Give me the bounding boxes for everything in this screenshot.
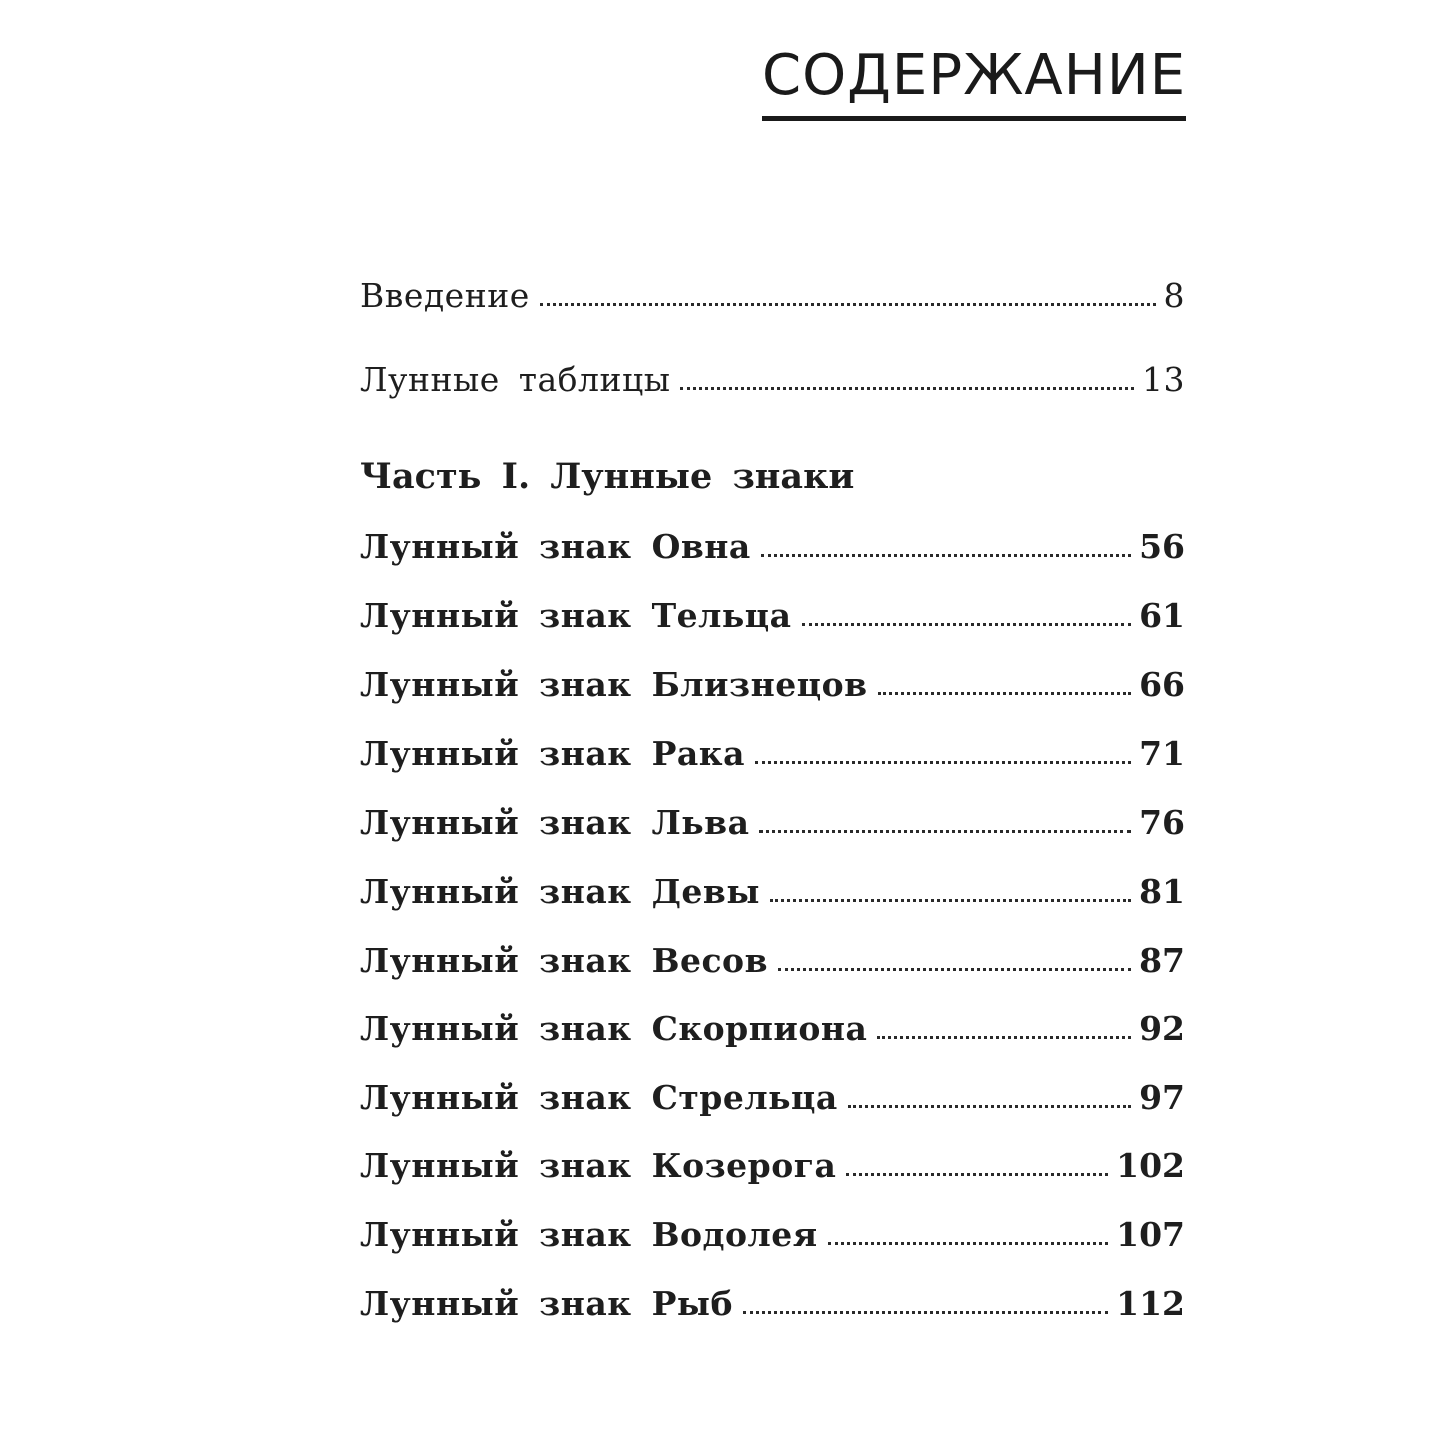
toc-entry[interactable] bbox=[360, 1284, 1185, 1324]
toc-entry-title: Лунный знак Козерога bbox=[360, 1146, 837, 1185]
toc-entry-page: 112 bbox=[1116, 1284, 1185, 1323]
dot-leader bbox=[778, 967, 1131, 971]
toc-entry[interactable] bbox=[360, 872, 1185, 912]
toc-entry-page: 97 bbox=[1139, 1078, 1185, 1117]
dot-leader bbox=[846, 1172, 1108, 1176]
toc-entry-title: Лунный знак Близнецов bbox=[360, 665, 868, 704]
toc-entry-title: Лунный знак Весов bbox=[360, 941, 768, 980]
toc-entry[interactable] bbox=[360, 665, 1185, 705]
toc-entry-page: 76 bbox=[1139, 803, 1185, 842]
toc-entry[interactable] bbox=[360, 734, 1185, 774]
toc-entry-page: 107 bbox=[1116, 1215, 1185, 1254]
toc-entry-introduction[interactable] bbox=[360, 276, 1185, 316]
toc-entry-title: Лунные таблицы bbox=[360, 360, 671, 399]
toc-entry[interactable] bbox=[360, 596, 1185, 636]
toc-entry-lunar-tables[interactable] bbox=[360, 360, 1185, 400]
toc-entry-page: 87 bbox=[1139, 941, 1185, 980]
toc-entry-page: 8 bbox=[1163, 276, 1185, 315]
toc-entry[interactable] bbox=[360, 1146, 1185, 1186]
toc-entry[interactable] bbox=[360, 1009, 1185, 1049]
dot-leader bbox=[802, 622, 1132, 626]
dot-leader bbox=[743, 1310, 1108, 1314]
toc-entry-title: Лунный знак Рыб bbox=[360, 1284, 733, 1323]
toc-entry-page: 56 bbox=[1139, 527, 1185, 566]
toc-entry[interactable] bbox=[360, 527, 1185, 567]
toc-entry-page: 71 bbox=[1139, 734, 1185, 773]
dot-leader bbox=[759, 829, 1131, 833]
dot-leader bbox=[828, 1241, 1108, 1245]
toc-entry[interactable] bbox=[360, 1078, 1185, 1118]
toc-entry[interactable] bbox=[360, 803, 1185, 843]
toc-entry-title: Введение bbox=[360, 276, 530, 315]
dot-leader bbox=[680, 386, 1134, 390]
toc-entry-page: 81 bbox=[1139, 872, 1185, 911]
toc-entry-title: Лунный знак Рака bbox=[360, 734, 745, 773]
dot-leader bbox=[878, 691, 1132, 695]
toc-entry-title: Лунный знак Водолея bbox=[360, 1215, 818, 1254]
toc-entry[interactable] bbox=[360, 1215, 1185, 1255]
toc-entry-title: Лунный знак Скорпиона bbox=[360, 1009, 868, 1048]
toc-entry-page: 102 bbox=[1116, 1146, 1185, 1185]
toc-entry-title: Лунный знак Тельца bbox=[360, 596, 792, 635]
dot-leader bbox=[770, 898, 1131, 902]
toc-entry[interactable] bbox=[360, 941, 1185, 981]
dot-leader bbox=[877, 1035, 1131, 1039]
dot-leader bbox=[540, 302, 1156, 306]
toc-entry-title: Лунный знак Льва bbox=[360, 803, 750, 842]
toc-entry-title: Лунный знак Стрельца bbox=[360, 1078, 838, 1117]
toc-entry-page: 92 bbox=[1139, 1009, 1185, 1048]
toc-entry-title: Лунный знак Девы bbox=[360, 872, 760, 911]
dot-leader bbox=[755, 760, 1131, 764]
toc-entry-title: Лунный знак Овна bbox=[360, 527, 751, 566]
dot-leader bbox=[761, 553, 1131, 557]
title-underline bbox=[762, 116, 1186, 121]
page-title: СОДЕРЖАНИЕ bbox=[762, 43, 1187, 108]
part-heading: Часть I. Лунные знаки bbox=[360, 456, 855, 497]
dot-leader bbox=[848, 1104, 1131, 1108]
toc-entry-page: 13 bbox=[1142, 360, 1185, 399]
toc-entry-page: 66 bbox=[1139, 665, 1185, 704]
toc-entry-page: 61 bbox=[1139, 596, 1185, 635]
